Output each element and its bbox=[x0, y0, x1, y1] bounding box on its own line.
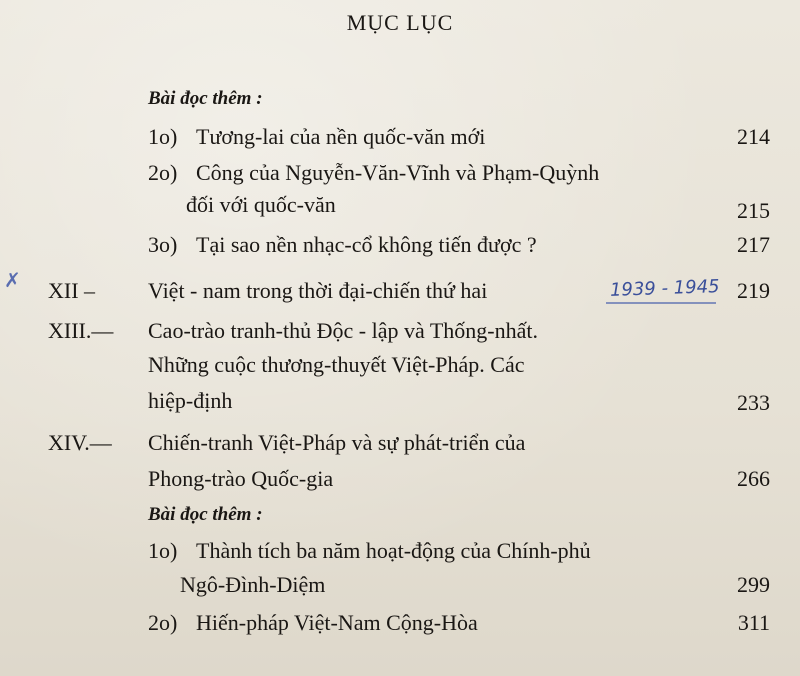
page-number: 214 bbox=[737, 124, 770, 149]
item-text-continued: Ngô-Đình-Diệm bbox=[180, 572, 326, 597]
item-number: 1o) bbox=[148, 538, 178, 563]
item-text: Tương-lai của nền quốc-văn mới bbox=[196, 124, 486, 149]
page-number: 299 bbox=[737, 572, 770, 597]
chapter-title-continued: hiệp-định bbox=[148, 388, 233, 413]
handwritten-mark-icon: ✗ bbox=[4, 268, 21, 292]
page-number: 215 bbox=[737, 198, 770, 223]
item-text-continued: đối với quốc-văn bbox=[186, 192, 336, 217]
section-heading: Bài đọc thêm : bbox=[148, 504, 263, 525]
page-number: 217 bbox=[737, 232, 770, 257]
page-number: 266 bbox=[737, 466, 770, 491]
chapter-number: XII – bbox=[48, 278, 96, 303]
page-number: 311 bbox=[737, 610, 770, 635]
chapter-title: Chiến-tranh Việt-Pháp và sự phát-triển của bbox=[148, 430, 526, 455]
item-text: Tại sao nền nhạc-cổ không tiến được ? bbox=[196, 232, 537, 257]
chapter-title: Cao-trào tranh-thủ Độc - lập và Thống-nhất. bbox=[148, 318, 538, 343]
chapter-number: XIII.— bbox=[48, 318, 114, 343]
chapter-title-continued: Phong-trào Quốc-gia bbox=[148, 466, 334, 491]
item-text: Hiến-pháp Việt-Nam Cộng-Hòa bbox=[196, 610, 478, 635]
section-heading: Bài đọc thêm : bbox=[148, 88, 263, 109]
item-number: 1o) bbox=[148, 124, 178, 149]
handwritten-note: 1939 - 1945 bbox=[609, 276, 720, 301]
chapter-title-continued: Những cuộc thương-thuyết Việt-Pháp. Các bbox=[148, 352, 525, 377]
item-number: 2o) bbox=[148, 610, 178, 635]
item-text: Thành tích ba năm hoạt-động của Chính-phủ bbox=[196, 538, 591, 563]
chapter-title: Việt - nam trong thời đại-chiến thứ hai bbox=[148, 278, 488, 303]
item-text: Công của Nguyễn-Văn-Vĩnh và Phạm-Quỳnh bbox=[196, 160, 600, 185]
item-number: 2o) bbox=[148, 160, 178, 185]
item-number: 3o) bbox=[148, 232, 178, 257]
page-number: 233 bbox=[737, 390, 770, 415]
page-title: MỤC LỤC bbox=[346, 10, 454, 35]
page-number: 219 bbox=[737, 278, 770, 303]
handwritten-underline bbox=[606, 302, 716, 304]
chapter-number: XIV.— bbox=[48, 430, 112, 455]
